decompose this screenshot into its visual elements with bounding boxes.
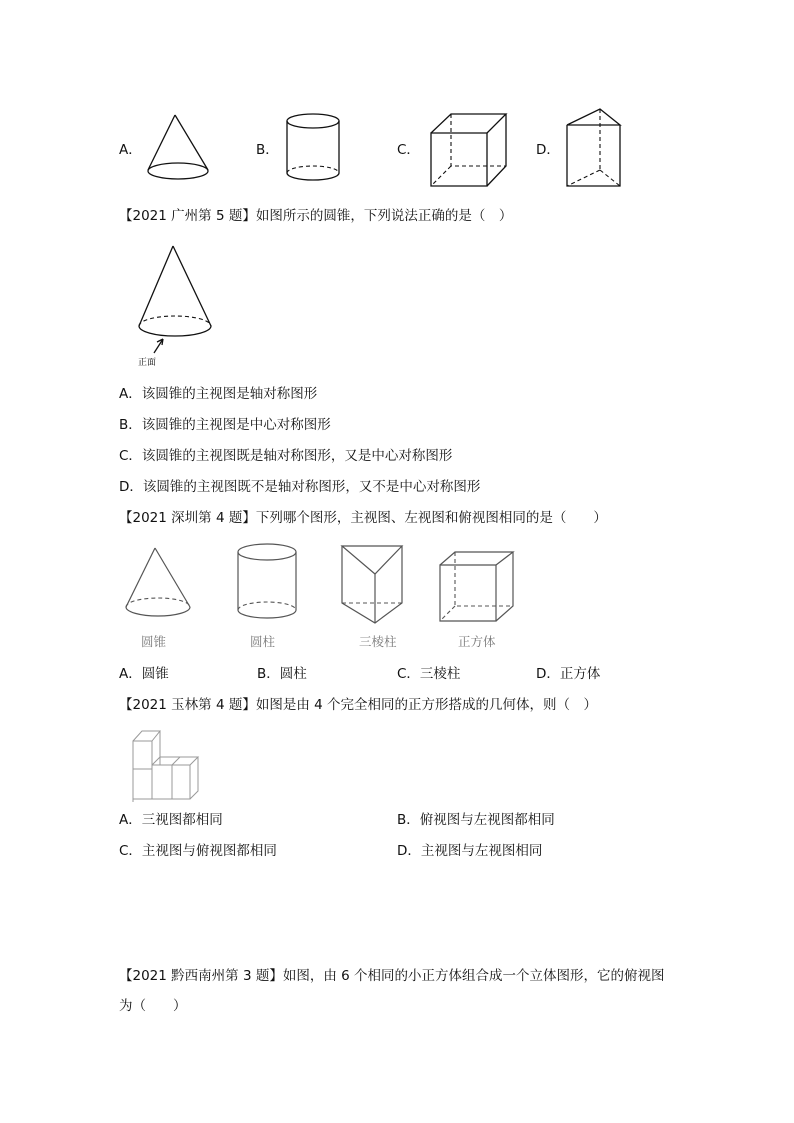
- cube-caption: 正方体: [458, 634, 496, 649]
- cone-figure: [123, 545, 195, 617]
- q1-option-d: D．该圆锥的主视图既不是轴对称图形，又不是中心对称图形: [119, 479, 481, 495]
- option-b-label: B．: [256, 142, 279, 158]
- q3-option-b: B．俯视图与左视图都相同: [397, 812, 555, 828]
- q3-option-d: D．主视图与左视图相同: [397, 843, 543, 859]
- front-label: 正面: [138, 358, 157, 368]
- cylinder-caption: 圆柱: [250, 634, 276, 649]
- question-qianxinan-stem-line1: 【2021 黔西南州第 3 题】如图，由 6 个相同的小正方体组合成一个立体图形，它的俯视图: [119, 968, 665, 984]
- cube-figure: [437, 550, 519, 624]
- q3-option-a: A．三视图都相同: [119, 812, 223, 828]
- cone-figure: [140, 112, 220, 184]
- question-qianxinan-stem-line2: 为（ ）: [119, 998, 187, 1014]
- option-d-label: D．: [536, 142, 560, 158]
- q1-option-c: C．该圆锥的主视图既是轴对称图形，又是中心对称图形: [119, 448, 453, 464]
- q1-option-b: B．该圆锥的主视图是中心对称图形: [119, 417, 331, 433]
- q2-option-c: C．三棱柱: [397, 666, 461, 682]
- q2-option-d: D．正方体: [536, 666, 601, 682]
- option-a-label: A．: [119, 142, 142, 158]
- q2-option-b: B．圆柱: [257, 666, 307, 682]
- cone-caption: 圆锥: [141, 634, 167, 649]
- stacked-cubes-figure: [130, 727, 202, 803]
- option-c-label: C．: [397, 142, 420, 158]
- q3-option-c: C．主视图与俯视图都相同: [119, 843, 277, 859]
- question-yulin-stem: 【2021 玉林第 4 题】如图是由 4 个完全相同的正方形搭成的几何体，则（ ）: [119, 697, 597, 713]
- question-shenzhen-stem: 【2021 深圳第 4 题】下列哪个图形，主视图、左视图和俯视图相同的是（ ）: [119, 510, 607, 526]
- cone-front-figure: [133, 242, 223, 367]
- q1-option-a: A．该圆锥的主视图是轴对称图形: [119, 386, 318, 402]
- cylinder-figure: [284, 112, 344, 186]
- cylinder-figure: [235, 542, 301, 622]
- cube-figure: [429, 112, 509, 188]
- prism-figure: [564, 106, 624, 188]
- question-guangzhou-stem: 【2021 广州第 5 题】如图所示的圆锥，下列说法正确的是（ ）: [119, 208, 513, 224]
- prism-caption: 三棱柱: [359, 634, 397, 649]
- triangular-prism-figure: [339, 543, 405, 625]
- q2-option-a: A．圆锥: [119, 666, 169, 682]
